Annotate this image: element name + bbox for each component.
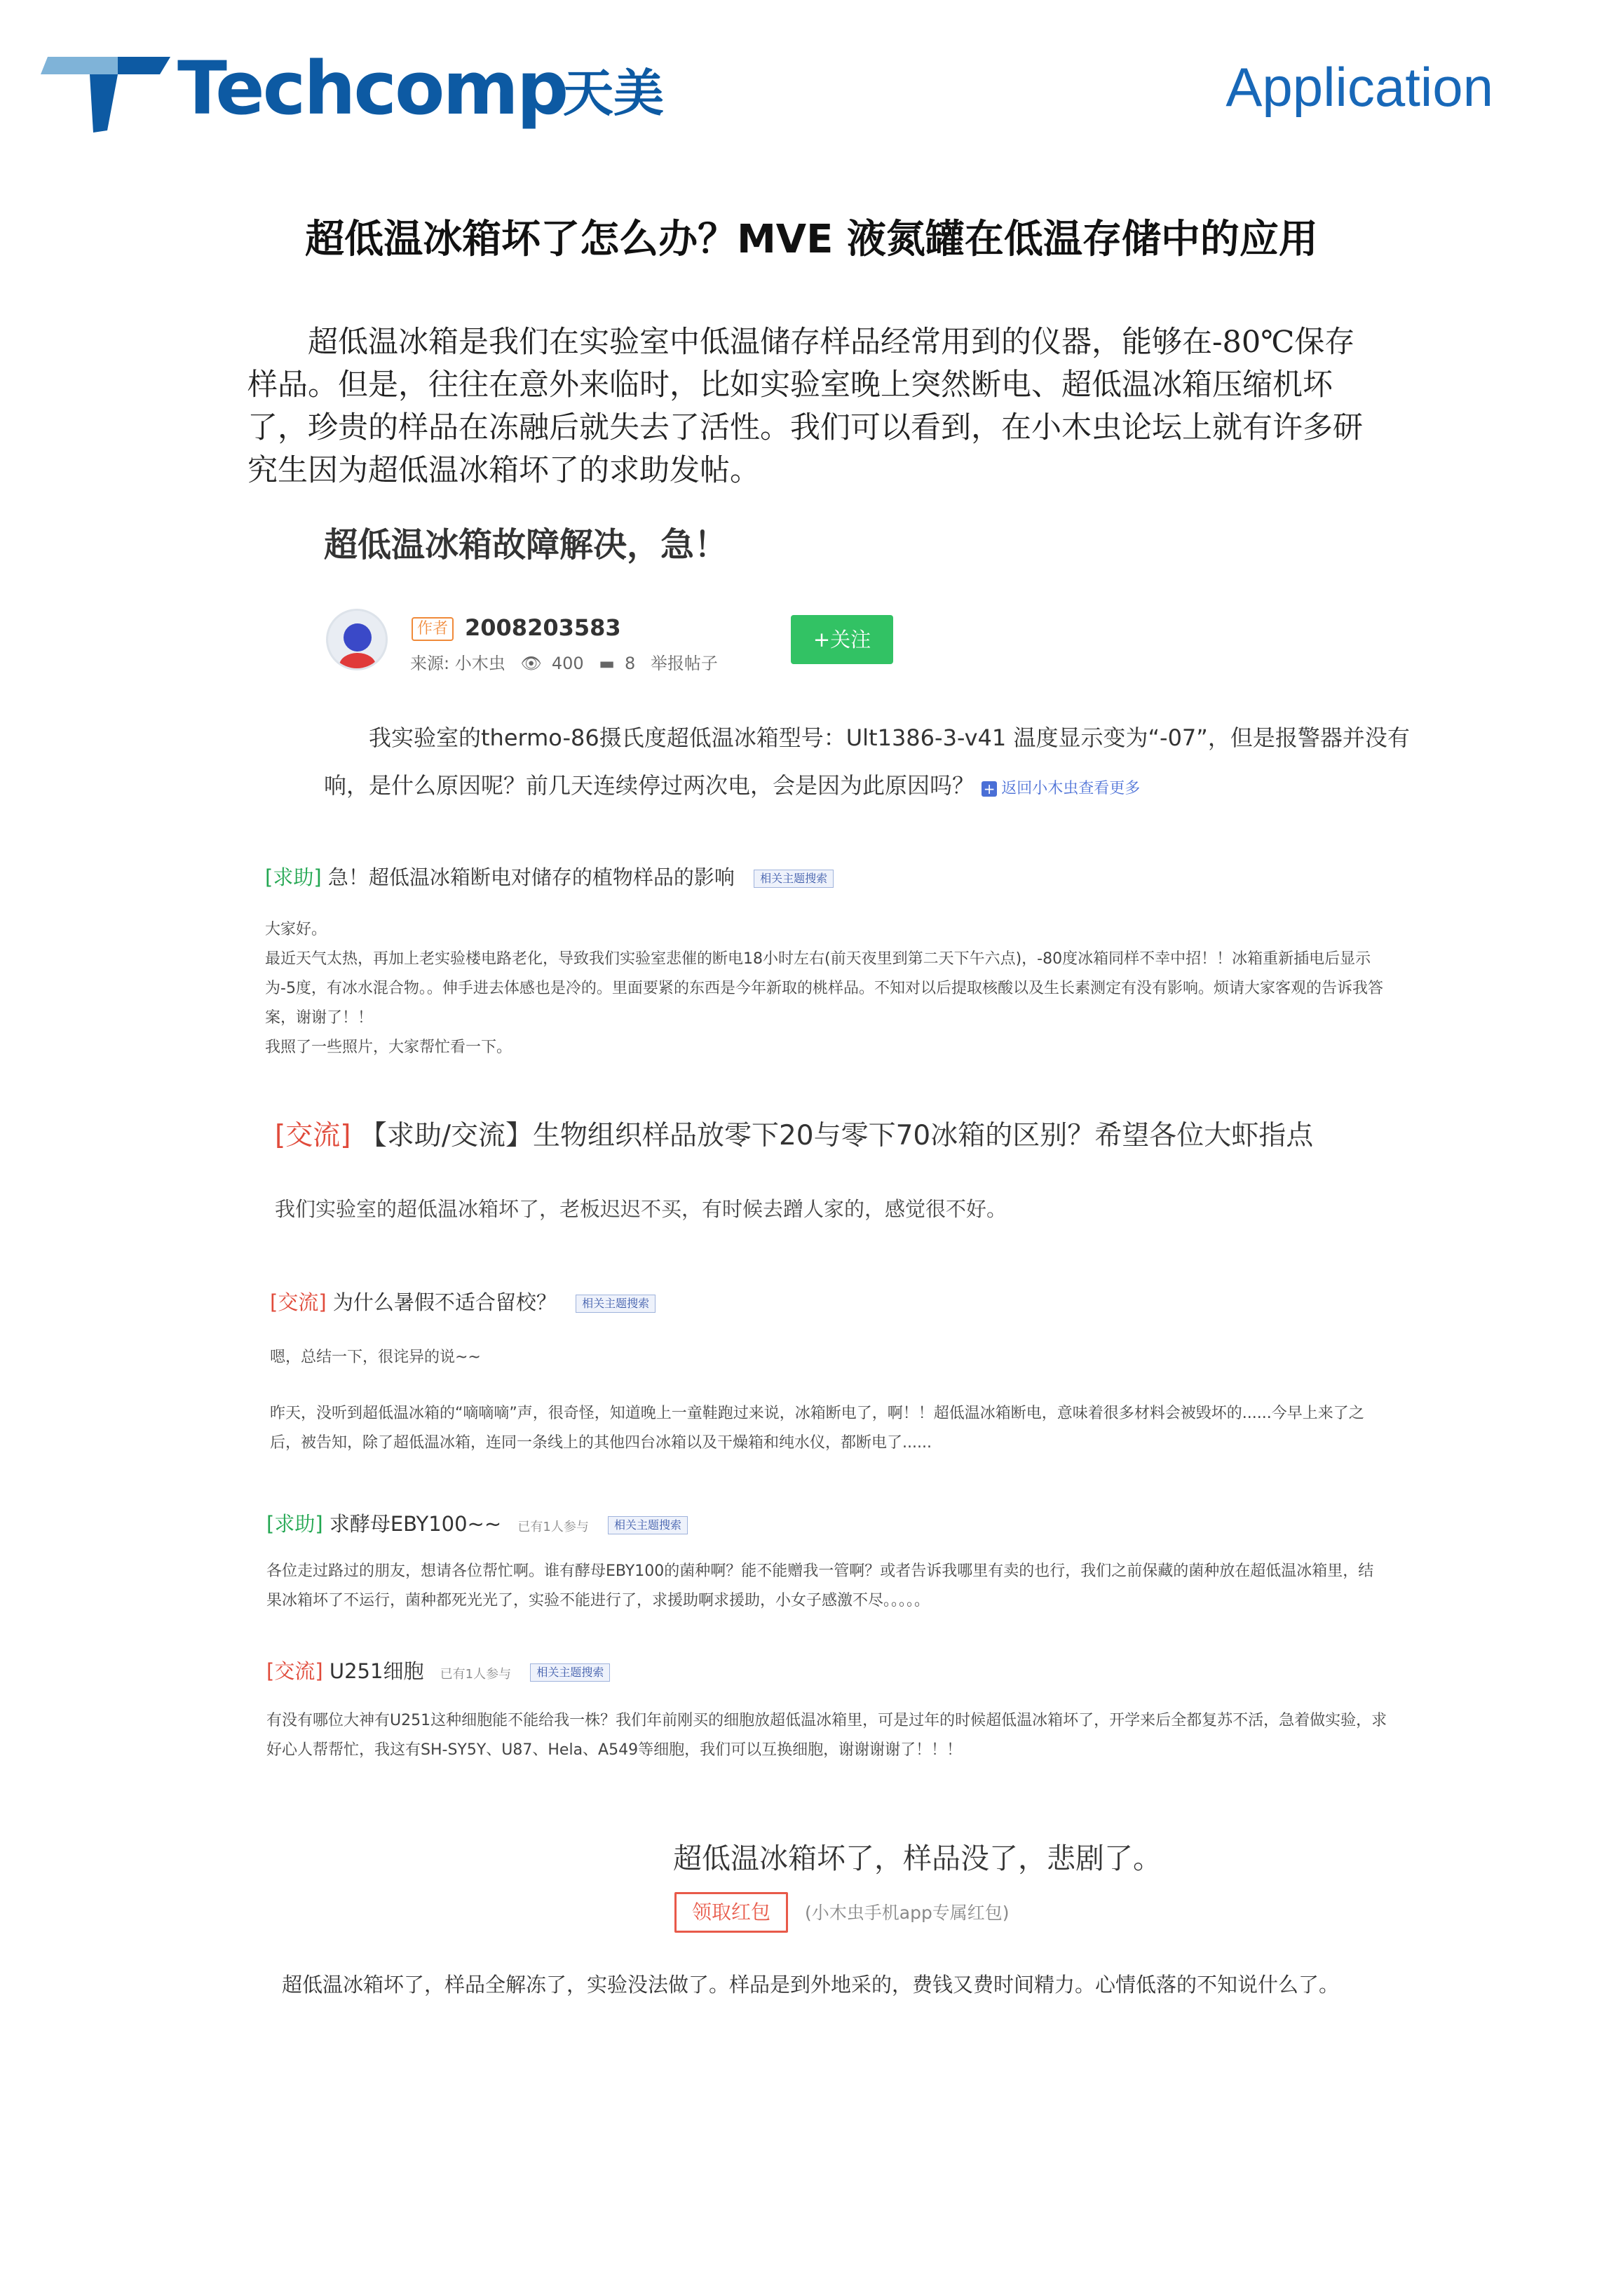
thread-title-text[interactable]: 【求助/交流】生物组织样品放零下20与零下70冰箱的区别？希望各位大虾指点 (359, 1120, 1314, 1152)
post-title: 超低温冰箱坏了，样品没了，悲剧了。 (673, 1842, 1162, 1875)
thread-title[interactable] (266, 1655, 610, 1691)
thread-title-text[interactable]: 求酵母EBY100~~ (329, 1512, 502, 1536)
thread-body: 嗯，总结一下，很诧异的说~~ (270, 1349, 481, 1366)
thread-title[interactable] (275, 1115, 1313, 1157)
related-search-button[interactable]: 相关主题搜索 (576, 1295, 656, 1313)
plus-icon: + (982, 781, 997, 797)
thread-title[interactable] (265, 861, 834, 893)
related-search-button[interactable]: 相关主题搜索 (754, 870, 834, 888)
post-source: 来源: 小木虫 (410, 654, 505, 673)
thread-body (265, 915, 1387, 1062)
author-badge: 作者 (412, 617, 454, 641)
brand-name-cn: 天美 (563, 64, 665, 123)
post-body (324, 714, 1418, 813)
thread-body: 有没有哪位大神有U251这种细胞能不能给我一株？我们年前刚买的细胞放超低温冰箱里，可是过年的时候超低温冰箱坏了，开学来后全都复苏不活，急着做实验，求好心人帮帮忙，我这有SH-SY5Y、U87、Hela、A549等细胞，我们可以互换细胞，谢谢谢谢了！！！ (266, 1712, 1387, 1759)
paragraph: 我照了一些照片，大家帮忙看一下。 (265, 1039, 512, 1056)
company-logo (41, 39, 672, 137)
thread-title-text[interactable]: 急！超低温冰箱断电对储存的植物样品的影响 (327, 865, 735, 889)
paragraph: 最近天气太热，再加上老实验楼电路老化，导致我们实验室悲催的断电18小时左右(前天夜里到第二天下午六点)，-80度冰箱同样不幸中招！！冰箱重新插电后显示为-5度，有冰水混合物。。伸手进去体感也是冷的。里面要紧的东西是今年新取的桃样品。不知对以后提取核酸以及生长素测定有没有影响。烦请大家客观的告诉我答案，谢谢了！！ (265, 950, 1383, 1027)
red-packet-button[interactable]: 领取红包 (674, 1892, 788, 1933)
related-search-button[interactable]: 相关主题搜索 (530, 1663, 610, 1682)
red-packet-note: (小木虫手机app专属红包) (805, 1903, 1010, 1923)
thread-body: 我们实验室的超低温冰箱坏了，老板迟迟不买，有时候去蹭人家的，感觉很不好。 (275, 1197, 1007, 1221)
post-body-text: 我实验室的thermo-86摄氏度超低温冰箱型号：Ult1386-3-v41 温度显示变为“-07”，但是报警器并没有响，是什么原因呢？前几天连续停过两次电，会是因为此原因吗？ (324, 724, 1410, 799)
post-title: 超低温冰箱故障解决，急！ (324, 525, 728, 565)
report-link[interactable]: 举报帖子 (650, 654, 718, 673)
intro-paragraph: 超低温冰箱是我们在实验室中低温储存样品经常用到的仪器，能够在-80℃保存样品。但是，往往在意外来临时，比如实验室晚上突然断电、超低温冰箱压缩机坏了，珍贵的样品在冻融后就失去了活性。我们可以看到，在小木虫论坛上就有许多研究生因为超低温冰箱坏了的求助发帖。 (247, 325, 1363, 488)
post-meta (410, 649, 728, 677)
document-title: 超低温冰箱坏了怎么办？MVE 液氮罐在低温存储中的应用 (305, 217, 1318, 262)
thread-title[interactable] (270, 1286, 656, 1318)
thread-tag: [交流] (275, 1120, 351, 1152)
author-name[interactable]: 2008203583 (465, 614, 621, 641)
thread-body: 各位走过路过的朋友，想请各位帮忙啊。谁有酵母EBY100的菌种啊？能不能赠我一管啊？或者告诉我哪里有卖的也行，我们之前保藏的菌种放在超低温冰箱里，结果冰箱坏了不运行，菌种都死光光了，实验不能进行了，求援助啊求援助，小女子感激不尽。。。。。 (266, 1562, 1374, 1609)
section-label: Application (1225, 56, 1493, 118)
participant-count: 已有1人参与 (517, 1520, 589, 1534)
back-link[interactable] (982, 780, 1140, 797)
reply-count: 8 (624, 654, 636, 673)
eye-icon: 👁 (520, 654, 542, 673)
thread-title-text[interactable]: 为什么暑假不适合留校？ (332, 1290, 557, 1314)
follow-button[interactable]: +关注 (791, 615, 893, 664)
avatar[interactable] (326, 609, 388, 670)
view-count: 400 (551, 654, 584, 673)
thread-tag: [求助] (266, 1512, 323, 1536)
thread-tag: [求助] (265, 865, 322, 889)
thread-tag: [交流] (266, 1659, 323, 1683)
related-search-button[interactable]: 相关主题搜索 (608, 1516, 688, 1534)
techcomp-mark-icon (41, 43, 174, 134)
comment-icon: ▬ (599, 654, 615, 673)
post-body: 超低温冰箱坏了，样品全解冻了，实验没法做了。样品是到外地采的，费钱又费时间精力。心情低落的不知说什么了。 (282, 1973, 1340, 1997)
participant-count: 已有1人参与 (440, 1667, 512, 1682)
paragraph: 大家好。 (265, 921, 327, 938)
brand-name: Techcomp (177, 46, 567, 131)
thread-title[interactable] (266, 1508, 688, 1544)
thread-body: 昨天，没听到超低温冰箱的“嘀嘀嘀”声，很奇怪，知道晚上一童鞋跑过来说，冰箱断电了，啊！！超低温冰箱断电，意味着很多材料会被毁坏的......今早上来了之后，被告知，除了超低温冰箱，连同一条线上的其他四台冰箱以及干燥箱和纯水仪，都断电了...... (270, 1405, 1364, 1452)
thread-title-text[interactable]: U251细胞 (329, 1659, 424, 1683)
back-link-label: 返回小木虫查看更多 (1001, 780, 1141, 797)
thread-tag: [交流] (270, 1290, 327, 1314)
